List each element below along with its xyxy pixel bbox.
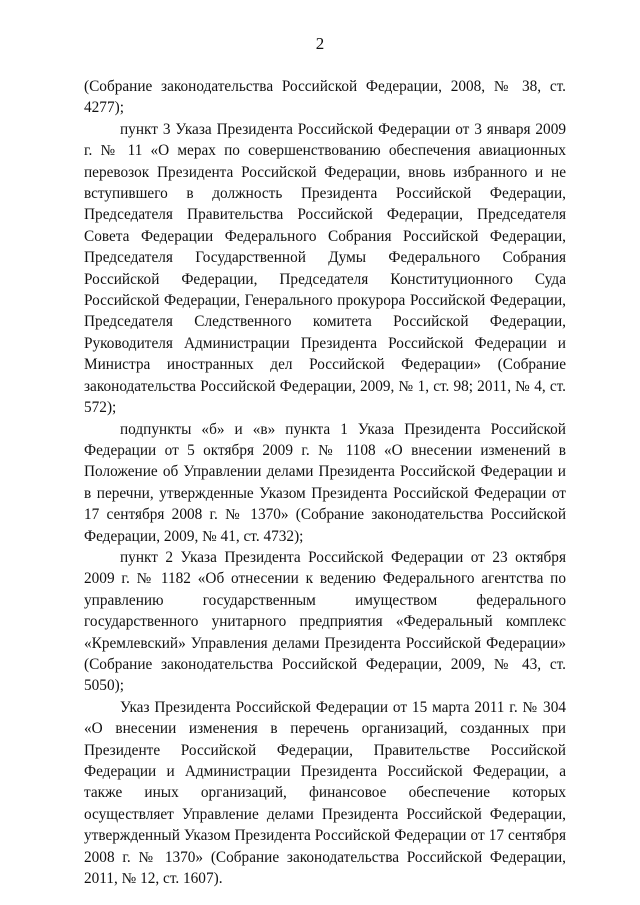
paragraph-ukaz-1108: подпункты «б» и «в» пункта 1 Указа Президента Российской Федерации от 5 октября 2009 г. № 1108 «О внесении изменений в Положение об Управлении делами Президента Российской Федерации и в перечни, утвержденные Указом Президента Российской Федерации от 17 сентября 2008 г. № 1370» (Собрание законодательства Российской Федерации, 2009, № 41, ст. 4732); [84, 420, 566, 545]
page-number: 2 [315, 34, 325, 53]
paragraph-ukaz-11: пункт 3 Указа Президента Российской Федерации от 3 января 2009 г. № 11 «О мерах по совершенствованию обеспечения авиационных перевозок Президента Российской Федерации, вновь избранного и не вступившего в должность Президента Российской Федерации, Председателя Правительства Российской Федерации, Председателя Совета Федерации Федерального Собрания Российской Федерации, Председателя Государственной Думы Федерального Собрания Российской Федерации, Председателя Конституционного Суда Российской Федерации, Генерального прокурора Российской Федерации, Председателя Следственного комитета Российской Федерации, Руководителя Администрации Президента Российской Федерации и Министра иностранных дел Российской Федерации» (Собрание законодательства Российской Федерации, 2009, № 1, ст. 98; 2011, № 4, ст. 572); [84, 120, 566, 417]
paragraph-continuation: (Собрание законодательства Российской Федерации, 2008, № 38, ст. 4277); [84, 78, 566, 117]
paragraph-ukaz-1182: пункт 2 Указа Президента Российской Федерации от 23 октября 2009 г. № 1182 «Об отнесении к ведению Федерального агентства по управлению государственным имуществом федерального государственного унитарного предприятия «Федеральный комплекс «Кремлевский» Управления делами Президента Российской Федерации» (Собрание законодательства Российской Федерации, 2009, № 43, ст. 5050); [84, 548, 566, 695]
document-body [84, 76, 566, 889]
paragraph-ukaz-304: Указ Президента Российской Федерации от 15 марта 2011 г. № 304 «О внесении изменения в перечень организаций, созданных при Президенте Российской Федерации, Правительстве Российской Федерации и Администрации Президента Российской Федерации, а также иных организаций, финансовое обеспечение которых осуществляет Управление делами Президента Российской Федерации, утвержденный Указом Президента Российской Федерации от 17 сентября 2008 г. № 1370» (Собрание законодательства Российской Федерации, 2011, № 12, ст. 1607). [84, 698, 566, 888]
